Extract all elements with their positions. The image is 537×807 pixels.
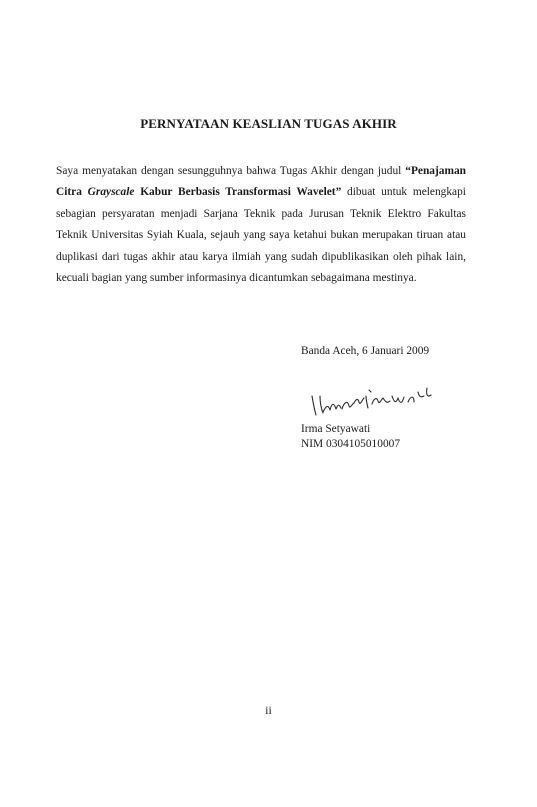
handwritten-signature — [308, 382, 438, 420]
signatory-nim: NIM 0304105010007 — [301, 438, 401, 450]
signature-block — [301, 343, 501, 359]
thesis-title-open: “Penajaman Citra — [56, 165, 466, 199]
page-title: PERNYATAAN KEASLIAN TUGAS AKHIR — [140, 116, 397, 131]
statement-paragraph — [56, 161, 466, 289]
statement-rest: dibuat untuk melengkapi sebagian persyaratan menjadi Sarjana Teknik pada Jurusan Teknik Elektro Fakultas Teknik Universitas Syiah Kuala, sejauh yang saya ketahui bukan merupakan tiruan atau duplikasi dari tugas akhir atau karya ilmiah yang sudah dipublikasikan oleh pihak lain, kecuali bagian yang sumber informasinya dicantumkan sebagaimana mestinya. — [56, 186, 466, 285]
thesis-title-italic: Grayscale — [87, 186, 135, 199]
place-date: Banda Aceh, 6 Januari 2009 — [301, 345, 430, 357]
statement-intro: Saya menyatakan dengan sesungguhnya bahwa Tugas Akhir dengan judul — [56, 165, 406, 177]
signatory-name: Irma Setyawati — [301, 423, 371, 435]
page-number: ii — [265, 703, 272, 717]
thesis-title-close: Kabur Berbasis Transformasi Wavelet” — [134, 186, 342, 199]
